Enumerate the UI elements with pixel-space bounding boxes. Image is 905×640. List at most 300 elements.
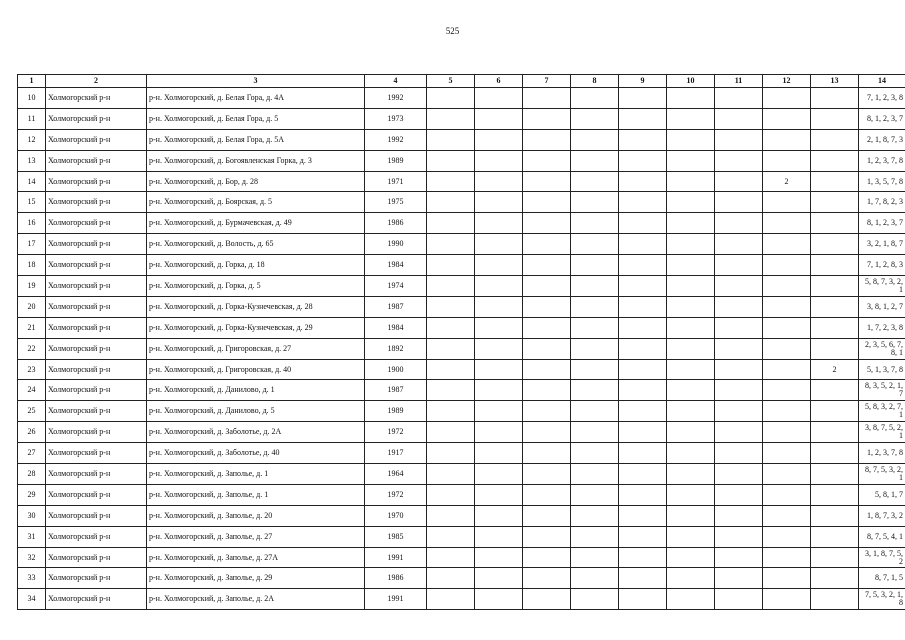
district-cell: Холмогорский р-н — [46, 150, 147, 171]
col5-cell — [427, 568, 475, 589]
address-cell: р-н. Холмогорский, д. Заполье, д. 27А — [147, 547, 365, 568]
col12-cell — [763, 401, 811, 422]
col10-cell — [667, 171, 715, 192]
col14-cell: 7, 5, 3, 2, 1, 8 — [859, 589, 905, 610]
col11-cell — [715, 255, 763, 276]
col9-cell — [619, 276, 667, 297]
district-cell: Холмогорский р-н — [46, 338, 147, 359]
col14-cell: 2, 1, 8, 7, 3 — [859, 129, 905, 150]
col14-cell: 3, 2, 1, 8, 7 — [859, 234, 905, 255]
column-header-10: 10 — [667, 75, 715, 88]
col8-cell — [571, 150, 619, 171]
col6-cell — [475, 171, 523, 192]
col5-cell — [427, 443, 475, 464]
col10-cell — [667, 443, 715, 464]
col5-cell — [427, 296, 475, 317]
col7-cell — [523, 255, 571, 276]
district-cell: Холмогорский р-н — [46, 380, 147, 401]
table-row — [18, 505, 905, 526]
col8-cell — [571, 108, 619, 129]
row-number: 30 — [18, 505, 46, 526]
col13-cell — [811, 88, 859, 109]
table-row — [18, 276, 905, 297]
col12-cell — [763, 192, 811, 213]
col9-cell — [619, 338, 667, 359]
col11-cell — [715, 150, 763, 171]
table-row — [18, 192, 905, 213]
year-cell: 1975 — [365, 192, 427, 213]
col10-cell — [667, 296, 715, 317]
col7-cell — [523, 129, 571, 150]
col6-cell — [475, 317, 523, 338]
row-number: 17 — [18, 234, 46, 255]
row-number: 15 — [18, 192, 46, 213]
year-cell: 1971 — [365, 171, 427, 192]
col14-cell: 8, 7, 1, 5 — [859, 568, 905, 589]
col9-cell — [619, 317, 667, 338]
col5-cell — [427, 359, 475, 380]
page-number: 525 — [445, 26, 460, 36]
district-cell: Холмогорский р-н — [46, 464, 147, 485]
col14-cell: 7, 1, 2, 3, 8 — [859, 88, 905, 109]
col8-cell — [571, 255, 619, 276]
address-cell: р-н. Холмогорский, д. Богоявленская Горка, д. 3 — [147, 150, 365, 171]
district-cell: Холмогорский р-н — [46, 505, 147, 526]
row-number: 11 — [18, 108, 46, 129]
table-row — [18, 213, 905, 234]
col8-cell — [571, 464, 619, 485]
col7-cell — [523, 568, 571, 589]
col12-cell — [763, 276, 811, 297]
col12-cell — [763, 338, 811, 359]
col14-cell: 8, 7, 5, 4, 1 — [859, 526, 905, 547]
col9-cell — [619, 484, 667, 505]
col10-cell — [667, 484, 715, 505]
col13-cell — [811, 547, 859, 568]
col13-cell — [811, 526, 859, 547]
col13-cell — [811, 213, 859, 234]
col13-cell — [811, 296, 859, 317]
col9-cell — [619, 88, 667, 109]
row-number: 29 — [18, 484, 46, 505]
col12-cell — [763, 422, 811, 443]
col14-cell: 1, 3, 5, 7, 8 — [859, 171, 905, 192]
col6-cell — [475, 255, 523, 276]
row-number: 18 — [18, 255, 46, 276]
col10-cell — [667, 88, 715, 109]
col5-cell — [427, 192, 475, 213]
year-cell: 1989 — [365, 150, 427, 171]
year-cell: 1970 — [365, 505, 427, 526]
col9-cell — [619, 443, 667, 464]
col10-cell — [667, 108, 715, 129]
row-number: 34 — [18, 589, 46, 610]
col12-cell — [763, 380, 811, 401]
col9-cell — [619, 505, 667, 526]
col5-cell — [427, 464, 475, 485]
col13-cell — [811, 422, 859, 443]
col6-cell — [475, 192, 523, 213]
col10-cell — [667, 589, 715, 610]
col5-cell — [427, 150, 475, 171]
col12-cell — [763, 88, 811, 109]
address-cell: р-н. Холмогорский, д. Белая Гора, д. 5А — [147, 129, 365, 150]
col7-cell — [523, 296, 571, 317]
col5-cell — [427, 317, 475, 338]
address-cell: р-н. Холмогорский, д. Заполье, д. 20 — [147, 505, 365, 526]
year-cell: 1973 — [365, 108, 427, 129]
col10-cell — [667, 401, 715, 422]
col6-cell — [475, 338, 523, 359]
col6-cell — [475, 296, 523, 317]
col7-cell — [523, 589, 571, 610]
col5-cell — [427, 88, 475, 109]
row-number: 14 — [18, 171, 46, 192]
col6-cell — [475, 88, 523, 109]
table-row — [18, 401, 905, 422]
year-cell: 1989 — [365, 401, 427, 422]
column-header-7: 7 — [523, 75, 571, 88]
col12-cell — [763, 317, 811, 338]
col10-cell — [667, 276, 715, 297]
district-cell: Холмогорский р-н — [46, 296, 147, 317]
address-cell: р-н. Холмогорский, д. Заполье, д. 27 — [147, 526, 365, 547]
col11-cell — [715, 213, 763, 234]
column-header-3: 3 — [147, 75, 365, 88]
row-number: 19 — [18, 276, 46, 297]
year-cell: 1900 — [365, 359, 427, 380]
col9-cell — [619, 380, 667, 401]
col13-cell — [811, 484, 859, 505]
address-cell: р-н. Холмогорский, д. Заполье, д. 2А — [147, 589, 365, 610]
col13-cell — [811, 276, 859, 297]
col9-cell — [619, 171, 667, 192]
district-cell: Холмогорский р-н — [46, 213, 147, 234]
col14-cell: 1, 7, 2, 3, 8 — [859, 317, 905, 338]
col12-cell — [763, 255, 811, 276]
district-cell: Холмогорский р-н — [46, 171, 147, 192]
col8-cell — [571, 484, 619, 505]
address-cell: р-н. Холмогорский, д. Данилово, д. 1 — [147, 380, 365, 401]
col12-cell — [763, 505, 811, 526]
col7-cell — [523, 317, 571, 338]
col9-cell — [619, 108, 667, 129]
district-cell: Холмогорский р-н — [46, 422, 147, 443]
col7-cell — [523, 443, 571, 464]
col13-cell — [811, 150, 859, 171]
col11-cell — [715, 234, 763, 255]
row-number: 25 — [18, 401, 46, 422]
col11-cell — [715, 108, 763, 129]
col9-cell — [619, 526, 667, 547]
table-row — [18, 464, 905, 485]
col6-cell — [475, 401, 523, 422]
col8-cell — [571, 380, 619, 401]
col8-cell — [571, 589, 619, 610]
col10-cell — [667, 568, 715, 589]
column-header-12: 12 — [763, 75, 811, 88]
table-row — [18, 526, 905, 547]
row-number: 27 — [18, 443, 46, 464]
col11-cell — [715, 171, 763, 192]
row-number: 31 — [18, 526, 46, 547]
col14-cell: 5, 8, 3, 2, 7, 1 — [859, 401, 905, 422]
col6-cell — [475, 380, 523, 401]
col5-cell — [427, 401, 475, 422]
district-cell: Холмогорский р-н — [46, 192, 147, 213]
row-number: 12 — [18, 129, 46, 150]
col8-cell — [571, 88, 619, 109]
col14-cell: 5, 8, 7, 3, 2, 1 — [859, 276, 905, 297]
col12-cell — [763, 443, 811, 464]
table-row — [18, 484, 905, 505]
col5-cell — [427, 505, 475, 526]
col5-cell — [427, 589, 475, 610]
col13-cell — [811, 129, 859, 150]
table-body — [18, 88, 905, 610]
col13-cell — [811, 192, 859, 213]
col6-cell — [475, 484, 523, 505]
year-cell: 1984 — [365, 255, 427, 276]
col8-cell — [571, 505, 619, 526]
address-cell: р-н. Холмогорский, д. Заболотье, д. 2А — [147, 422, 365, 443]
address-cell: р-н. Холмогорский, д. Бурмачевская, д. 49 — [147, 213, 365, 234]
col11-cell — [715, 317, 763, 338]
address-cell: р-н. Холмогорский, д. Заболотье, д. 40 — [147, 443, 365, 464]
district-cell: Холмогорский р-н — [46, 589, 147, 610]
table-row — [18, 380, 905, 401]
col9-cell — [619, 359, 667, 380]
column-header-14: 14 — [859, 75, 905, 88]
col6-cell — [475, 422, 523, 443]
col9-cell — [619, 296, 667, 317]
col10-cell — [667, 380, 715, 401]
address-cell: р-н. Холмогорский, д. Волость, д. 65 — [147, 234, 365, 255]
col7-cell — [523, 505, 571, 526]
column-header-4: 4 — [365, 75, 427, 88]
registry-table — [17, 74, 905, 610]
address-cell: р-н. Холмогорский, д. Григоровская, д. 27 — [147, 338, 365, 359]
row-number: 16 — [18, 213, 46, 234]
table-row — [18, 338, 905, 359]
col11-cell — [715, 192, 763, 213]
address-cell: р-н. Холмогорский, д. Бор, д. 28 — [147, 171, 365, 192]
year-cell: 1972 — [365, 422, 427, 443]
table-row — [18, 359, 905, 380]
year-cell: 1992 — [365, 129, 427, 150]
col14-cell: 5, 1, 3, 7, 8 — [859, 359, 905, 380]
col6-cell — [475, 547, 523, 568]
col5-cell — [427, 108, 475, 129]
col9-cell — [619, 129, 667, 150]
district-cell: Холмогорский р-н — [46, 276, 147, 297]
col7-cell — [523, 422, 571, 443]
table-row — [18, 547, 905, 568]
col14-cell: 1, 2, 3, 7, 8 — [859, 443, 905, 464]
col12-cell — [763, 589, 811, 610]
col12-cell — [763, 213, 811, 234]
col7-cell — [523, 547, 571, 568]
col14-cell: 3, 1, 8, 7, 5, 2 — [859, 547, 905, 568]
column-header-1: 1 — [18, 75, 46, 88]
col7-cell — [523, 171, 571, 192]
col8-cell — [571, 317, 619, 338]
district-cell: Холмогорский р-н — [46, 484, 147, 505]
col14-cell: 8, 7, 5, 3, 2, 1 — [859, 464, 905, 485]
address-cell: р-н. Холмогорский, д. Белая Гора, д. 4А — [147, 88, 365, 109]
col6-cell — [475, 213, 523, 234]
col10-cell — [667, 213, 715, 234]
col9-cell — [619, 255, 667, 276]
col12-cell — [763, 108, 811, 129]
col14-cell: 1, 2, 3, 7, 8 — [859, 150, 905, 171]
col14-cell: 1, 8, 7, 3, 2 — [859, 505, 905, 526]
col14-cell: 8, 1, 2, 3, 7 — [859, 108, 905, 129]
col9-cell — [619, 150, 667, 171]
col8-cell — [571, 338, 619, 359]
district-cell: Холмогорский р-н — [46, 359, 147, 380]
col13-cell — [811, 380, 859, 401]
col13-cell: 2 — [811, 359, 859, 380]
col6-cell — [475, 359, 523, 380]
year-cell: 1917 — [365, 443, 427, 464]
col8-cell — [571, 192, 619, 213]
col9-cell — [619, 422, 667, 443]
col9-cell — [619, 401, 667, 422]
column-header-8: 8 — [571, 75, 619, 88]
table-row — [18, 443, 905, 464]
col6-cell — [475, 443, 523, 464]
col11-cell — [715, 464, 763, 485]
district-cell: Холмогорский р-н — [46, 255, 147, 276]
table-row — [18, 296, 905, 317]
col13-cell — [811, 108, 859, 129]
col11-cell — [715, 505, 763, 526]
col6-cell — [475, 150, 523, 171]
table-row — [18, 150, 905, 171]
col9-cell — [619, 589, 667, 610]
col6-cell — [475, 505, 523, 526]
col9-cell — [619, 234, 667, 255]
col6-cell — [475, 108, 523, 129]
col13-cell — [811, 234, 859, 255]
district-cell: Холмогорский р-н — [46, 401, 147, 422]
address-cell: р-н. Холмогорский, д. Белая Гора, д. 5 — [147, 108, 365, 129]
address-cell: р-н. Холмогорский, д. Заполье, д. 1 — [147, 484, 365, 505]
year-cell: 1986 — [365, 568, 427, 589]
col11-cell — [715, 380, 763, 401]
row-number: 10 — [18, 88, 46, 109]
table-row — [18, 422, 905, 443]
row-number: 22 — [18, 338, 46, 359]
district-cell: Холмогорский р-н — [46, 547, 147, 568]
district-cell: Холмогорский р-н — [46, 443, 147, 464]
col13-cell — [811, 171, 859, 192]
col8-cell — [571, 401, 619, 422]
col8-cell — [571, 129, 619, 150]
col13-cell — [811, 589, 859, 610]
year-cell: 1985 — [365, 526, 427, 547]
header-row — [18, 75, 905, 88]
col14-cell: 3, 8, 1, 2, 7 — [859, 296, 905, 317]
row-number: 20 — [18, 296, 46, 317]
col10-cell — [667, 129, 715, 150]
col12-cell — [763, 150, 811, 171]
col9-cell — [619, 547, 667, 568]
col13-cell — [811, 255, 859, 276]
col11-cell — [715, 296, 763, 317]
address-cell: р-н. Холмогорский, д. Заполье, д. 1 — [147, 464, 365, 485]
year-cell: 1991 — [365, 547, 427, 568]
col11-cell — [715, 443, 763, 464]
col10-cell — [667, 150, 715, 171]
col8-cell — [571, 568, 619, 589]
col11-cell — [715, 276, 763, 297]
col7-cell — [523, 108, 571, 129]
table-row — [18, 589, 905, 610]
col7-cell — [523, 526, 571, 547]
col7-cell — [523, 359, 571, 380]
column-header-9: 9 — [619, 75, 667, 88]
col10-cell — [667, 422, 715, 443]
col9-cell — [619, 192, 667, 213]
col11-cell — [715, 568, 763, 589]
col11-cell — [715, 484, 763, 505]
col6-cell — [475, 526, 523, 547]
col6-cell — [475, 129, 523, 150]
col9-cell — [619, 568, 667, 589]
col5-cell — [427, 380, 475, 401]
district-cell: Холмогорский р-н — [46, 526, 147, 547]
col14-cell: 3, 8, 7, 5, 2, 1 — [859, 422, 905, 443]
col10-cell — [667, 547, 715, 568]
col12-cell — [763, 484, 811, 505]
col6-cell — [475, 234, 523, 255]
col11-cell — [715, 526, 763, 547]
year-cell: 1964 — [365, 464, 427, 485]
col10-cell — [667, 526, 715, 547]
col12-cell — [763, 359, 811, 380]
col10-cell — [667, 338, 715, 359]
col11-cell — [715, 401, 763, 422]
col9-cell — [619, 213, 667, 234]
col12-cell: 2 — [763, 171, 811, 192]
address-cell: р-н. Холмогорский, д. Боярская, д. 5 — [147, 192, 365, 213]
col10-cell — [667, 255, 715, 276]
year-cell: 1986 — [365, 213, 427, 234]
col8-cell — [571, 547, 619, 568]
column-header-13: 13 — [811, 75, 859, 88]
year-cell: 1992 — [365, 88, 427, 109]
district-cell: Холмогорский р-н — [46, 234, 147, 255]
col14-cell: 2, 3, 5, 6, 7, 8, 1 — [859, 338, 905, 359]
col8-cell — [571, 526, 619, 547]
col12-cell — [763, 129, 811, 150]
col14-cell: 1, 7, 8, 2, 3 — [859, 192, 905, 213]
col8-cell — [571, 443, 619, 464]
col8-cell — [571, 296, 619, 317]
col11-cell — [715, 422, 763, 443]
year-cell: 1987 — [365, 296, 427, 317]
district-cell: Холмогорский р-н — [46, 129, 147, 150]
year-cell: 1972 — [365, 484, 427, 505]
col10-cell — [667, 359, 715, 380]
col8-cell — [571, 422, 619, 443]
col8-cell — [571, 359, 619, 380]
col13-cell — [811, 568, 859, 589]
col11-cell — [715, 129, 763, 150]
year-cell: 1892 — [365, 338, 427, 359]
